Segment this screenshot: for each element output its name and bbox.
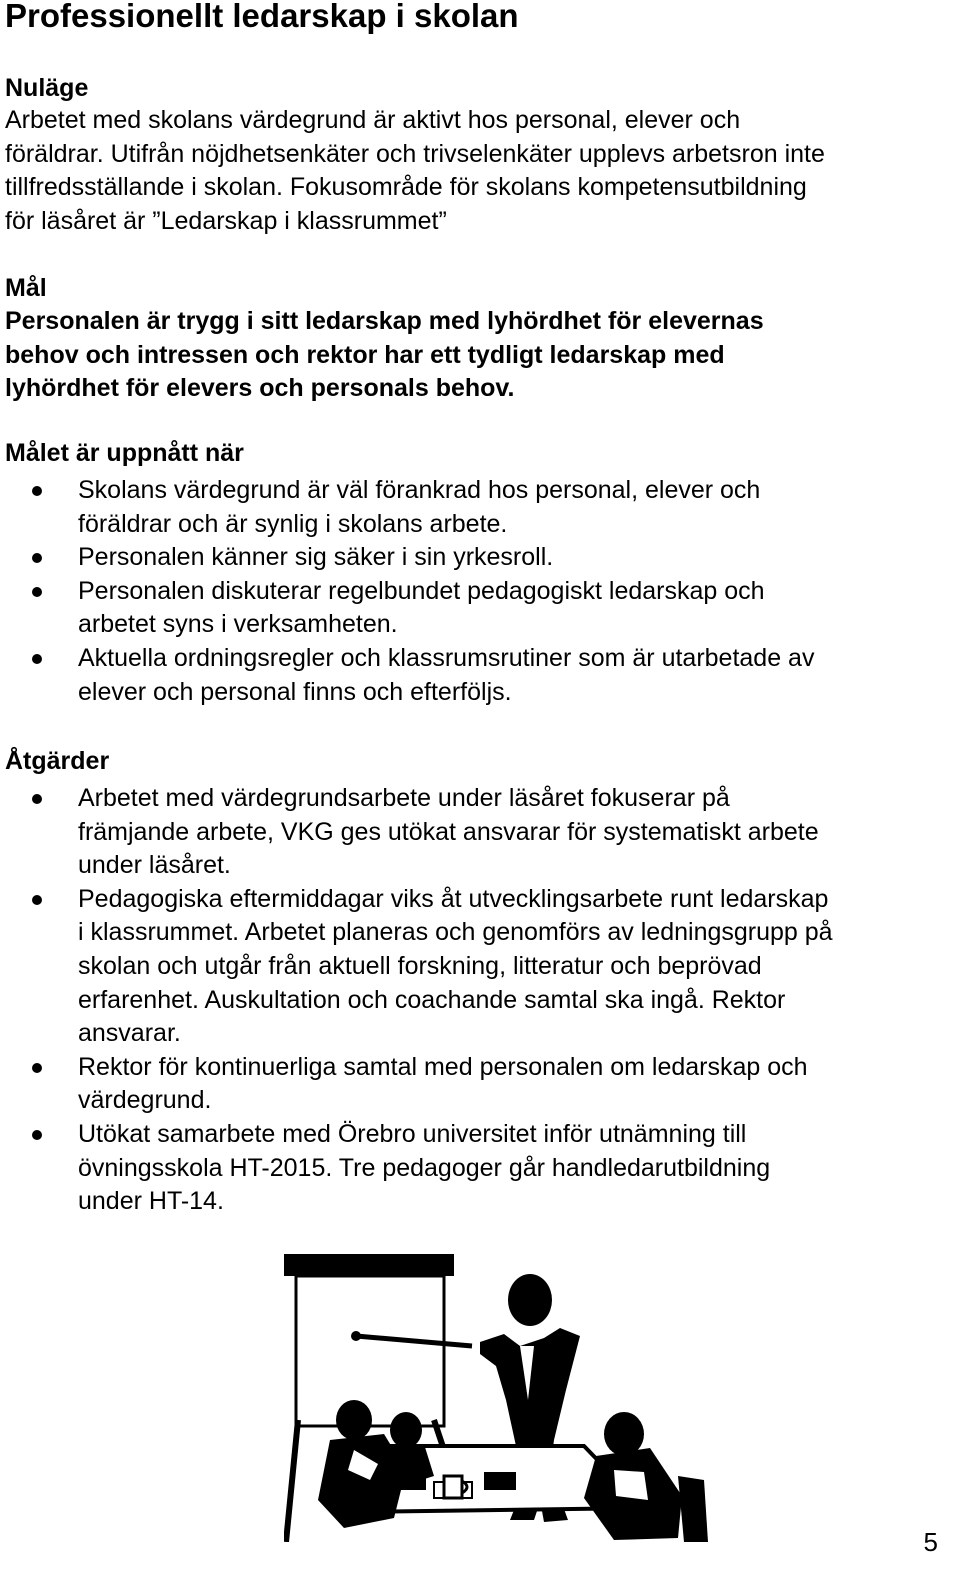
list-item-line: Aktuella ordningsregler och klassrumsrutiner som är utarbetade av xyxy=(78,643,815,672)
nulage-line: föräldrar. Utifrån nöjdhetsenkäter och trivselenkäter upplevs arbetsron inte xyxy=(5,139,825,168)
list-item-line: ansvarar. xyxy=(78,1019,181,1048)
bullet-icon xyxy=(32,654,42,664)
list-item-line: under HT-14. xyxy=(78,1187,224,1216)
list-item-line: Pedagogiska eftermiddagar viks åt utvecklingsarbete runt ledarskap xyxy=(78,884,829,913)
list-item-line: erfarenhet. Auskultation och coachande samtal ska ingå. Rektor xyxy=(78,985,786,1014)
nulage-line: för läsåret är ”Ledarskap i klassrummet” xyxy=(5,206,447,235)
atgarder-list xyxy=(0,782,960,1219)
bullet-icon xyxy=(32,794,42,804)
page-number: 5 xyxy=(923,1527,938,1557)
list-item xyxy=(0,883,960,1051)
list-item xyxy=(0,575,960,642)
list-item-line: Utökat samarbete med Örebro universitet inför utnämning till xyxy=(78,1119,747,1148)
mal-line: Personalen är trygg i sitt ledarskap med lyhördhet för elevernas xyxy=(5,307,764,335)
list-item xyxy=(0,782,960,883)
malet-uppnatt-heading: Målet är uppnått när xyxy=(5,439,244,467)
bullet-icon xyxy=(32,553,42,563)
bullet-icon xyxy=(32,895,42,905)
bullet-icon xyxy=(32,1130,42,1140)
list-item xyxy=(0,1051,960,1118)
mal-line: lyhördhet för elevers och personals behov. xyxy=(5,374,515,403)
atgarder-heading: Åtgärder xyxy=(5,747,110,775)
list-item-line: Rektor för kontinuerliga samtal med personalen om ledarskap och xyxy=(78,1052,808,1081)
list-item-line: övningsskola HT-2015. Tre pedagoger går handledarutbildning xyxy=(78,1153,771,1182)
list-item-line: arbetet syns i verksamheten. xyxy=(78,610,398,639)
list-item xyxy=(0,1118,960,1219)
nulage-heading: Nuläge xyxy=(5,74,89,102)
list-item-line: Arbetet med värdegrundsarbete under läsåret fokuserar på xyxy=(78,784,730,812)
list-item-line: föräldrar och är synlig i skolans arbete. xyxy=(78,509,508,538)
meeting-illustration xyxy=(284,1250,716,1542)
nulage-line: tillfredsställande i skolan. Fokusområde för skolans kompetensutbildning xyxy=(5,173,807,202)
bullet-icon xyxy=(32,486,42,496)
bullet-icon xyxy=(32,1063,42,1073)
list-item xyxy=(0,474,960,541)
nulage-paragraph xyxy=(5,104,955,238)
list-item-line: skolan och utgår från aktuell forskning, litteratur och beprövad xyxy=(78,951,762,980)
list-item xyxy=(0,541,960,575)
mal-paragraph xyxy=(5,305,955,406)
list-item-line: främjande arbete, VKG ges utökat ansvarar för systematiskt arbete xyxy=(78,817,819,846)
page-title: Professionellt ledarskap i skolan xyxy=(5,0,519,34)
list-item-line: i klassrummet. Arbetet planeras och genomförs av ledningsgrupp på xyxy=(78,918,833,947)
mal-heading: Mål xyxy=(5,274,47,302)
bullet-icon xyxy=(32,587,42,597)
list-item-line: värdegrund. xyxy=(78,1086,212,1115)
malet-uppnatt-list xyxy=(0,474,960,709)
list-item-line: Skolans värdegrund är väl förankrad hos personal, elever och xyxy=(78,476,761,504)
list-item-line: elever och personal finns och efterföljs. xyxy=(78,677,512,706)
list-item-line: Personalen känner sig säker i sin yrkesroll. xyxy=(78,543,554,572)
nulage-line: Arbetet med skolans värdegrund är aktivt hos personal, elever och xyxy=(5,106,741,134)
list-item-line: under läsåret. xyxy=(78,851,231,880)
list-item xyxy=(0,642,960,709)
list-item-line: Personalen diskuterar regelbundet pedagogiskt ledarskap och xyxy=(78,576,765,605)
mal-line: behov och intressen och rektor har ett tydligt ledarskap med xyxy=(5,340,725,369)
